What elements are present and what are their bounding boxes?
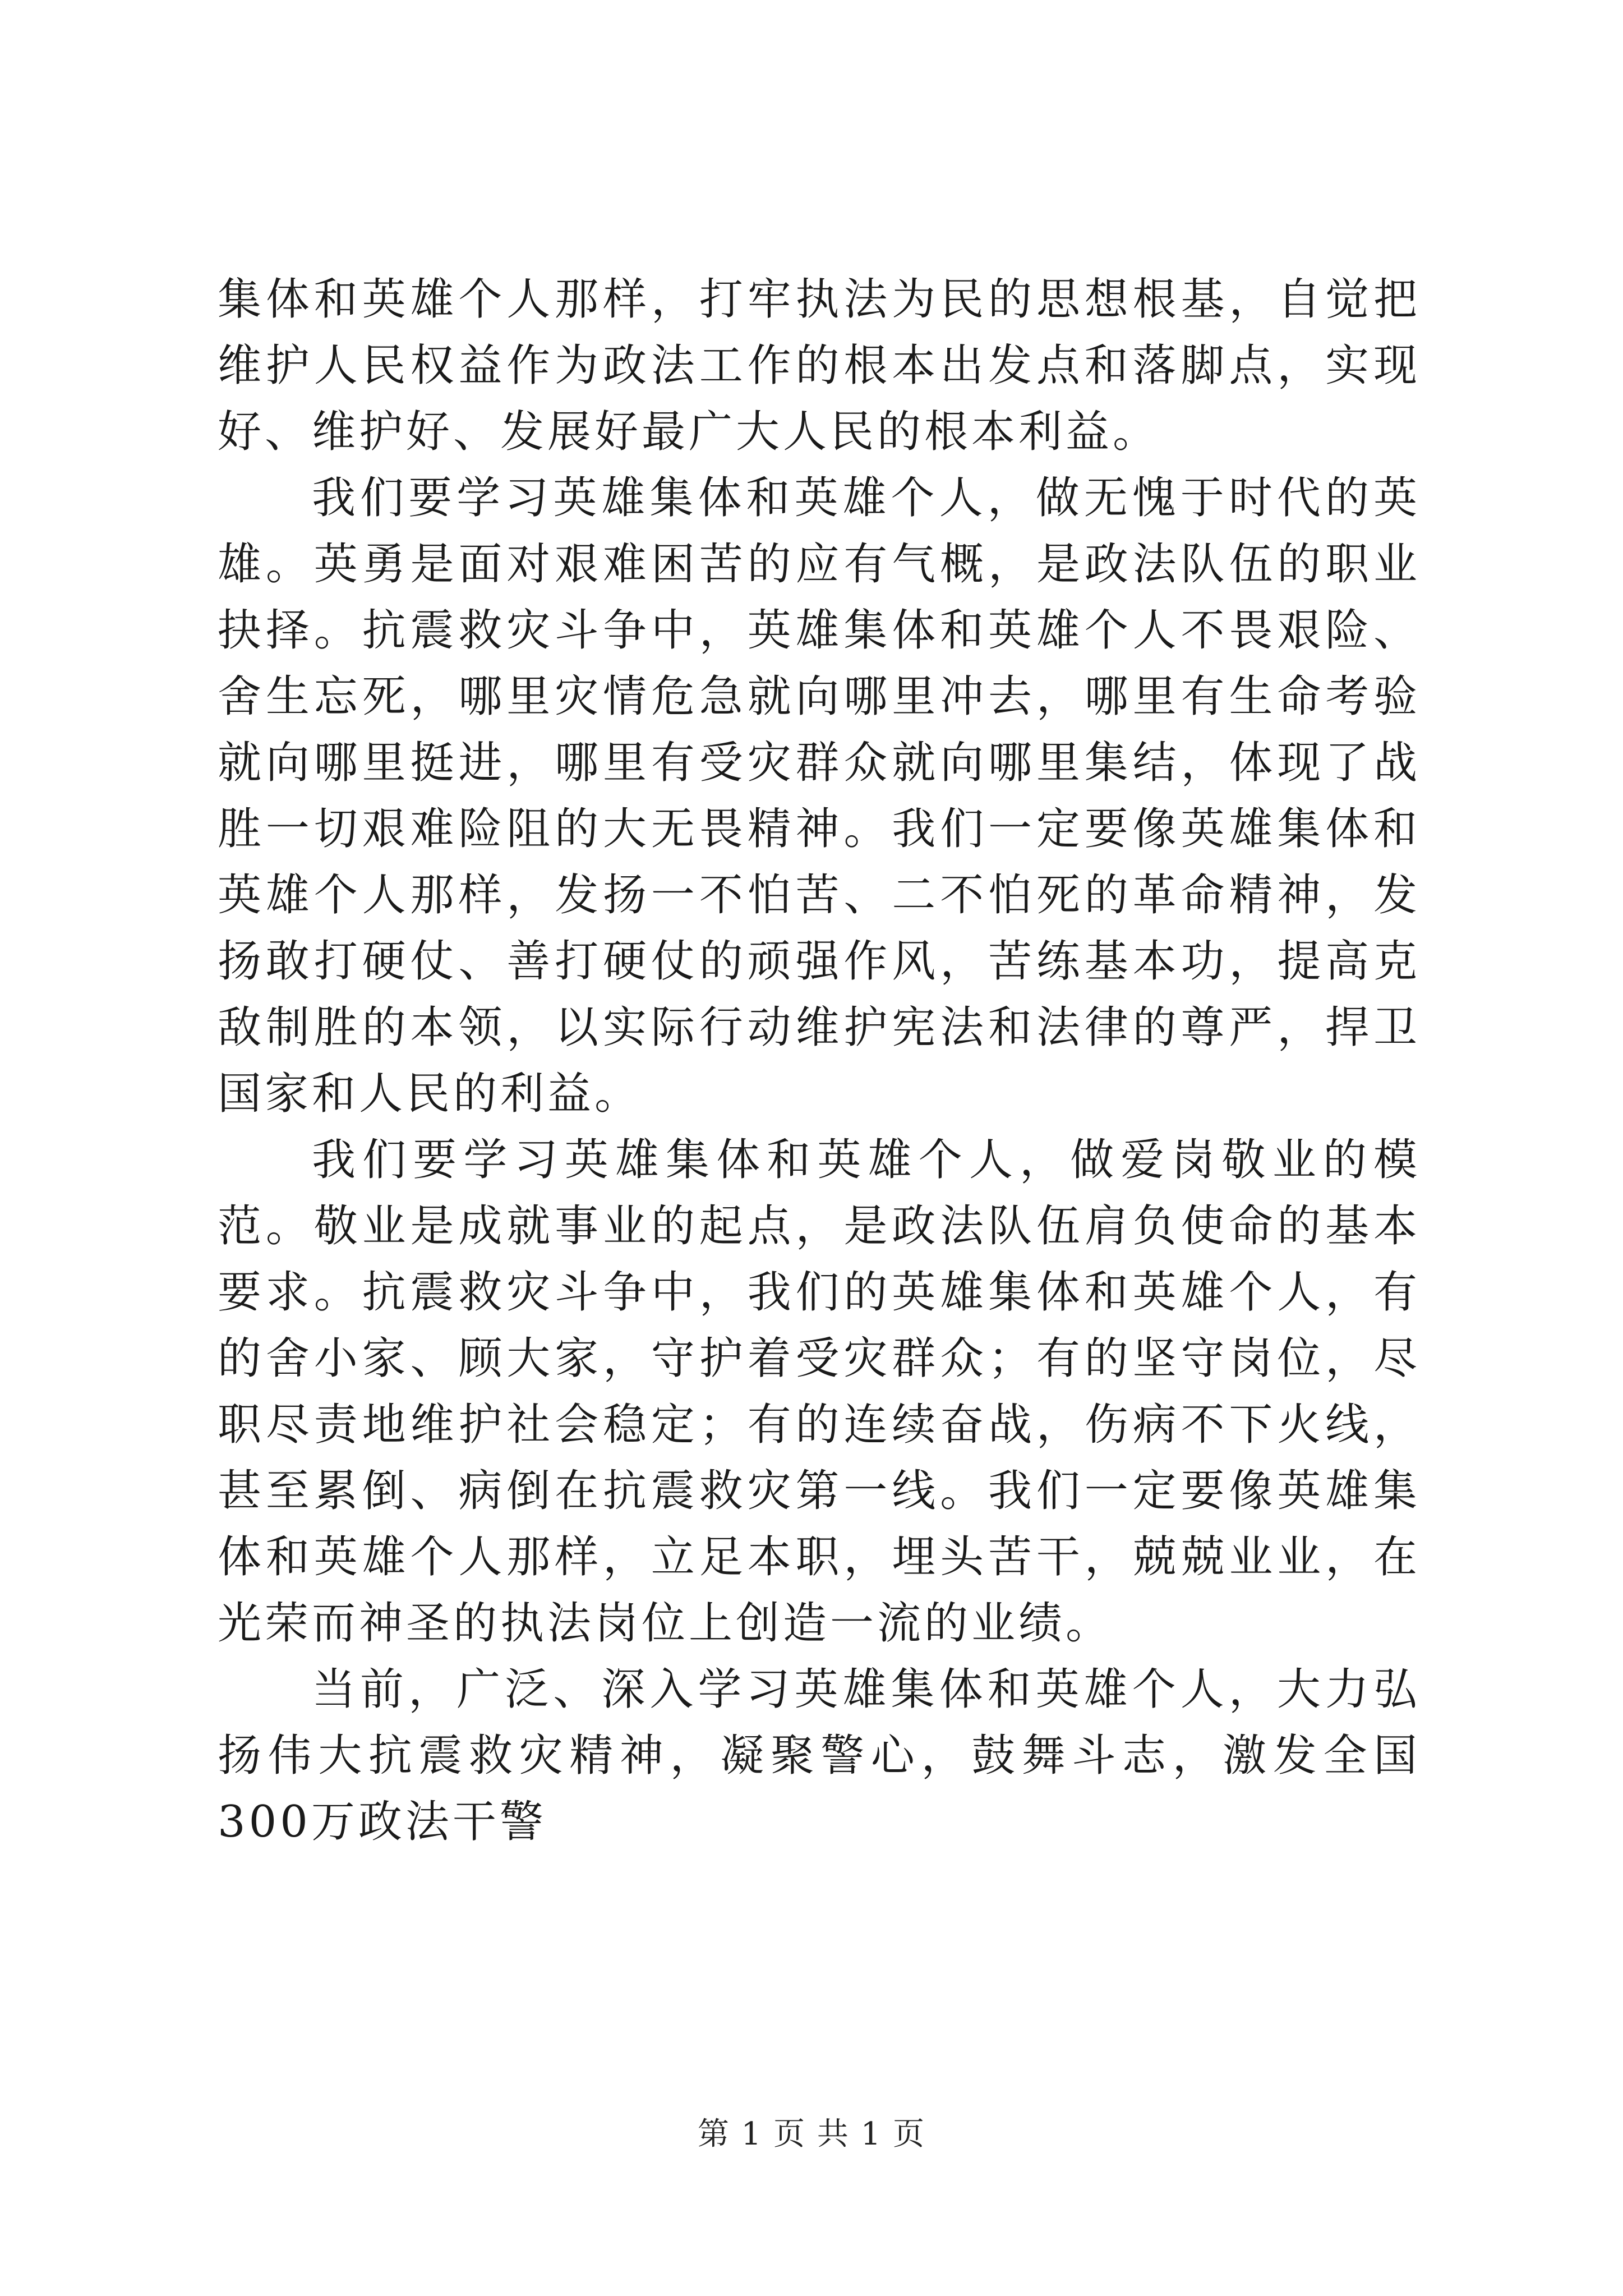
document-body (218, 266, 1421, 1855)
paragraph-current: 当前，广泛、深入学习英雄集体和英雄个人，大力弘扬伟大抗震救灾精神，凝聚警心，鼓舞斗志，激发全国300万政法干警 (218, 1664, 1421, 1847)
paragraph-continuation: 集体和英雄个人那样，打牢执法为民的思想根基，自觉把维护人民权益作为政法工作的根本出发点和落脚点，实现好、维护好、发展好最广大人民的根本利益。 (218, 274, 1421, 457)
paragraph-dedication: 我们要学习英雄集体和英雄个人，做爱岗敬业的模范。敬业是成就事业的起点，是政法队伍肩负使命的基本要求。抗震救灾斗争中，我们的英雄集体和英雄个人，有的舍小家、顾大家，守护着受灾群众；有的坚守岗位，尽职尽责地维护社会稳定；有的连续奋战，伤病不下火线，甚至累倒、病倒在抗震救灾第一线。我们一定要像英雄集体和英雄个人那样，立足本职，埋头苦干，兢兢业业，在光荣而神圣的执法岗位上创造一流的业绩。 (218, 1135, 1421, 1649)
paragraph-heroism: 我们要学习英雄集体和英雄个人，做无愧于时代的英雄。英勇是面对艰难困苦的应有气概，是政法队伍的职业抉择。抗震救灾斗争中，英雄集体和英雄个人不畏艰险、舍生忘死，哪里灾情危急就向哪里冲去，哪里有生命考验就向哪里挺进，哪里有受灾群众就向哪里集结，体现了战胜一切艰难险阻的大无畏精神。我们一定要像英雄集体和英雄个人那样，发扬一不怕苦、二不怕死的革命精神，发扬敢打硬仗、善打硬仗的顽强作风，苦练基本功，提高克敌制胜的本领，以实际行动维护宪法和法律的尊严，捍卫国家和人民的利益。 (218, 473, 1421, 1119)
page-number-footer: 第 1 页 共 1 页 (697, 2116, 926, 2152)
